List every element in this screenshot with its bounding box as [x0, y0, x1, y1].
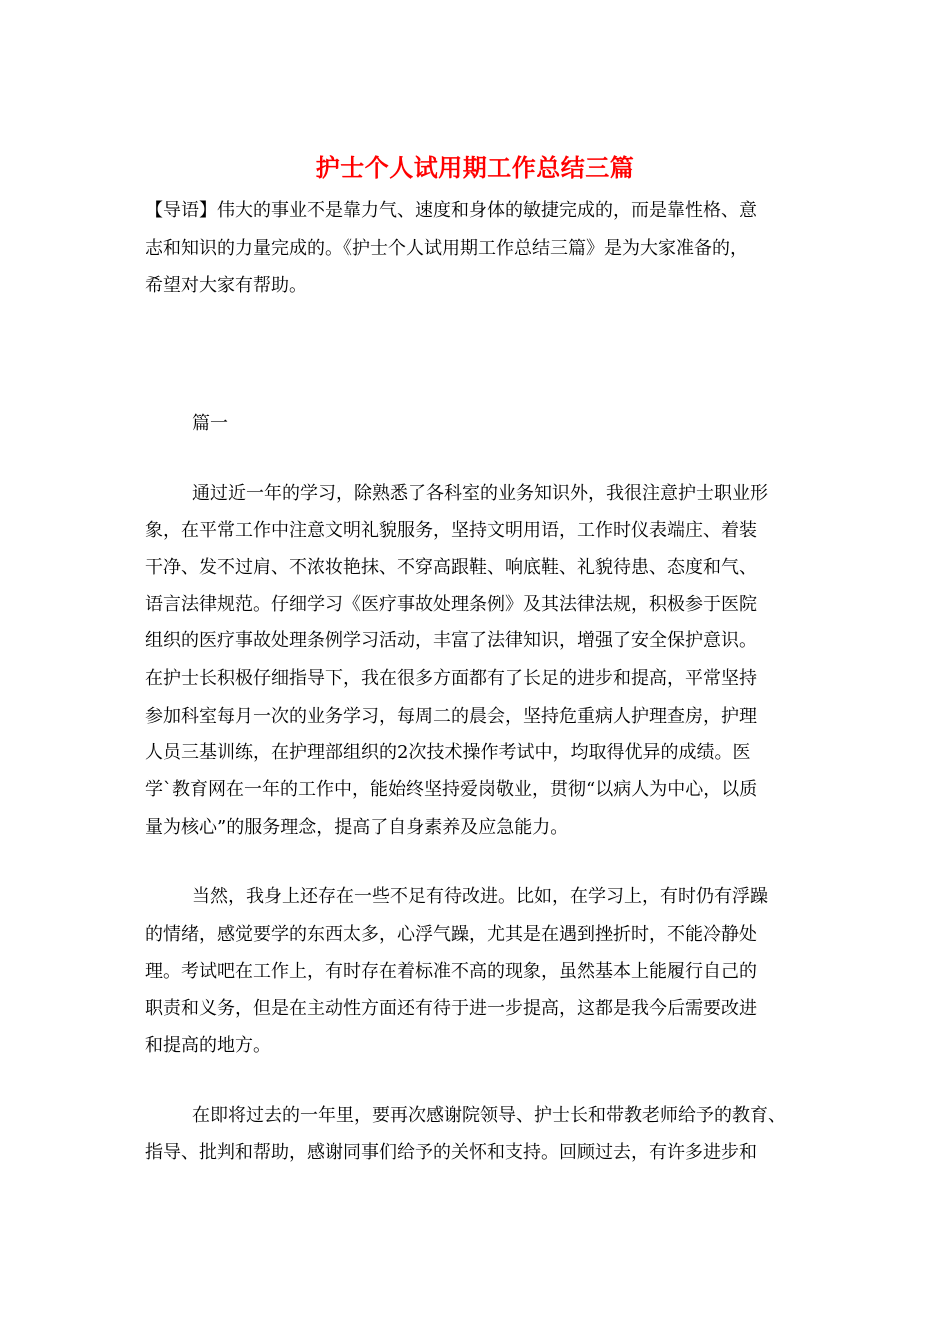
paragraph-line: 量为核心”的服务理念，提高了自身素养及应急能力。 — [145, 817, 569, 838]
paragraph-line: 象，在平常工作中注意文明礼貌服务，坚持文明用语，工作时仪表端庄、着装 — [145, 520, 757, 541]
paragraph-line: 在即将过去的一年里，要再次感谢院领导、护士长和带教老师给予的教育、 — [192, 1105, 786, 1126]
intro-line: 希望对大家有帮助。 — [145, 275, 307, 296]
paragraph-line: 理。考试吧在工作上，有时存在着标准不高的现象，虽然基本上能履行自己的 — [145, 961, 757, 982]
paragraph-line: 人员三基训练，在护理部组织的2次技术操作考试中，均取得优异的成绩。医 — [145, 742, 751, 763]
paragraph-line: 通过近一年的学习，除熟悉了各科室的业务知识外，我很注意护士职业形 — [192, 483, 768, 504]
paragraph-line: 组织的医疗事故处理条例学习活动，丰富了法律知识，增强了安全保护意识。 — [145, 630, 757, 651]
intro-line: 志和知识的力量完成的。《护士个人试用期工作总结三篇》是为大家准备的， — [145, 238, 748, 259]
paragraph-line: 参加科室每月一次的业务学习，每周二的晨会，坚持危重病人护理查房，护理 — [145, 706, 757, 727]
intro-line: 【导语】伟大的事业不是靠力气、速度和身体的敏捷完成的，而是靠性格、意 — [145, 200, 757, 221]
paragraph-line: 和提高的地方。 — [145, 1035, 271, 1056]
paragraph-line: 语言法律规范。仔细学习《医疗事故处理条例》及其法律法规，积极参于医院 — [145, 594, 757, 615]
paragraph-line: 的情绪，感觉要学的东西太多，心浮气躁，尤其是在遇到挫折时，不能冷静处 — [145, 924, 757, 945]
section-heading: 篇一 — [192, 413, 228, 434]
paragraph-line: 职责和义务，但是在主动性方面还有待于进一步提高，这都是我今后需要改进 — [145, 998, 757, 1019]
paragraph-line: 当然，我身上还存在一些不足有待改进。比如，在学习上，有时仍有浮躁 — [192, 886, 768, 907]
paragraph-line: 指导、批判和帮助，感谢同事们给予的关怀和支持。回顾过去，有许多进步和 — [145, 1142, 757, 1163]
paragraph-line: 学`教育网在一年的工作中，能始终坚持爱岗敬业，贯彻“以病人为中心，以质 — [145, 779, 758, 800]
paragraph-line: 干净、发不过肩、不浓妆艳抹、不穿高跟鞋、响底鞋、礼貌待患、态度和气、 — [145, 557, 757, 578]
paragraph-line: 在护士长积极仔细指导下，我在很多方面都有了长足的进步和提高，平常坚持 — [145, 668, 757, 689]
document-title: 护士个人试用期工作总结三篇 — [315, 153, 635, 182]
